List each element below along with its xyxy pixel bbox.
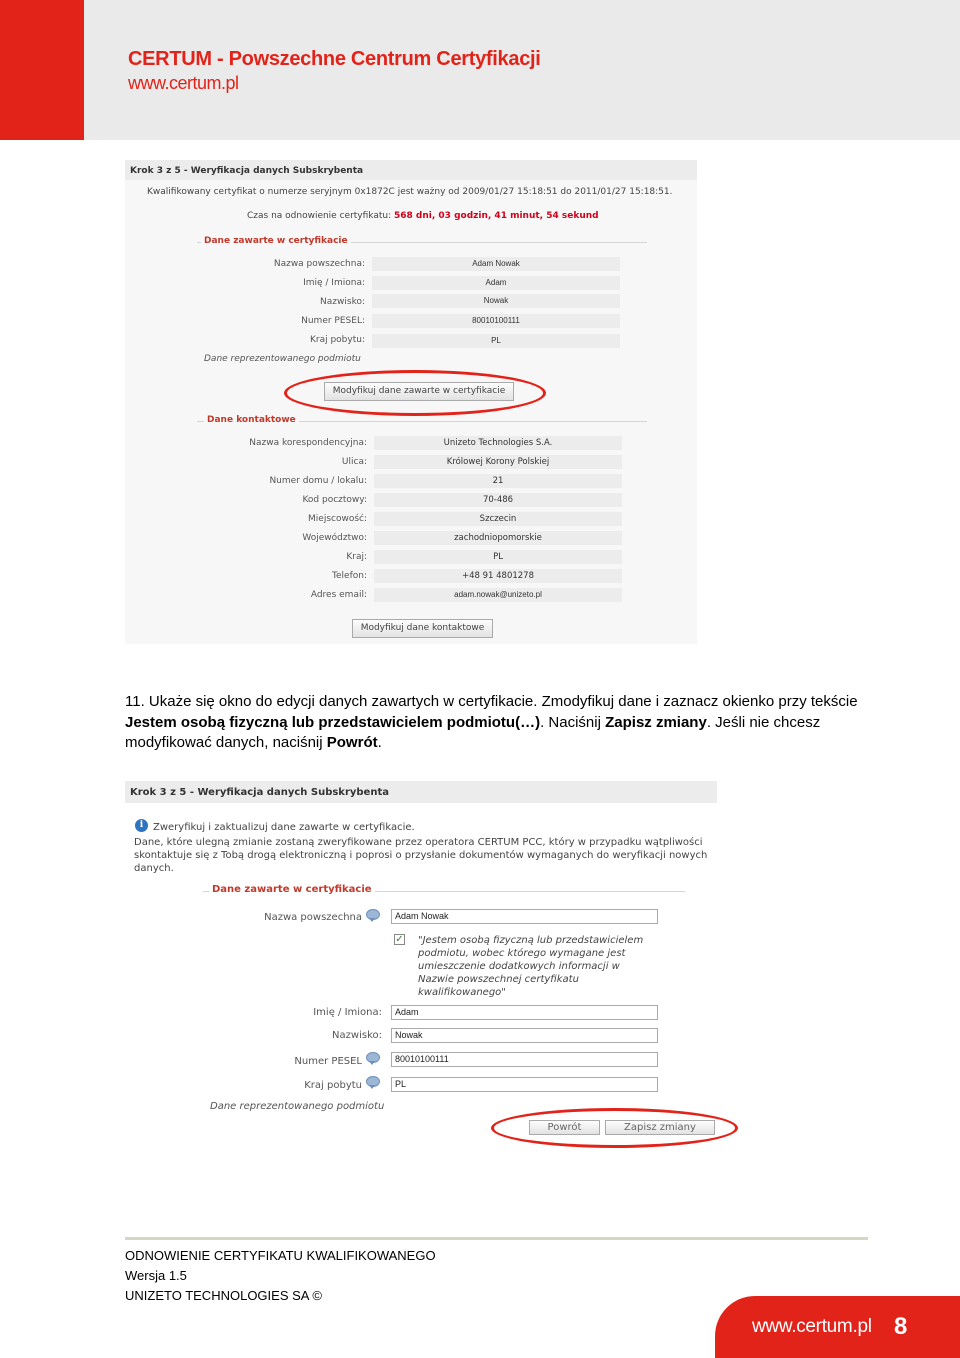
instruction-bold-checkbox: Jestem osobą fizyczną lub przedstawicielem podmiotu(…) xyxy=(125,713,541,731)
field-value: Szczecin xyxy=(374,512,622,526)
field-label: Numer PESEL: xyxy=(301,316,365,326)
renewal-time-value: 568 dni, 03 godzin, 41 minut, 54 sekund xyxy=(394,211,599,221)
contact-section-title: Dane kontaktowe xyxy=(204,415,299,425)
field-value: Adam xyxy=(372,276,620,290)
instruction-bold-save: Zapisz zmiany xyxy=(605,713,707,731)
instruction-text: . Naciśnij xyxy=(540,713,606,731)
cert-section-title: Dane zawarte w certyfikacie xyxy=(209,884,375,895)
field-label: Telefon: xyxy=(332,571,367,581)
field-label: Kraj: xyxy=(346,552,367,562)
field-value: 80010100111 xyxy=(372,314,620,328)
common-name-input[interactable]: Adam Nowak xyxy=(391,909,658,924)
step-title: Krok 3 z 5 - Weryfikacja danych Subskrybenta xyxy=(125,781,717,803)
field-value: PL xyxy=(372,334,620,348)
surname-input[interactable]: Nowak xyxy=(391,1028,658,1043)
instruction-text: 11. Ukaże się okno do edycji danych zawartych w certyfikacie. Zmodyfikuj dane i zaznacz okienko przy tekście xyxy=(125,693,858,710)
represented-entity-label: Dane reprezentowanego podmiotu xyxy=(210,1101,385,1112)
page-number: 8 xyxy=(894,1313,908,1340)
field-label: Nazwa powszechna: xyxy=(273,259,365,269)
field-value: 21 xyxy=(374,474,622,488)
step-title: Krok 3 z 5 - Weryfikacja danych Subskrybenta xyxy=(125,160,697,180)
represented-entity-label: Dane reprezentowanego podmiotu xyxy=(204,354,361,364)
help-bubble-icon[interactable] xyxy=(366,1052,380,1063)
renewal-time xyxy=(247,211,599,221)
certificate-info: Kwalifikowany certyfikat o numerze seryjnym 0x1872C jest ważny od 2009/01/27 15:18:51 do 2011/01/27 15:18:51. xyxy=(147,187,673,197)
footer-company: UNIZETO TECHNOLOGIES SA © xyxy=(125,1288,322,1303)
modify-cert-data-button[interactable]: Modyfikuj dane zawarte w certyfikacie xyxy=(324,382,514,401)
instruction-paragraph xyxy=(125,692,885,754)
field-value: PL xyxy=(374,550,622,564)
instruction-text: . xyxy=(377,734,382,751)
field-label: Imię / Imiona: xyxy=(303,278,365,288)
instruction-text: . Jeśli nie chcesz modyfikować danych, naciśnij xyxy=(125,713,821,751)
field-value: 70-486 xyxy=(374,493,622,507)
field-value: +48 91 4801278 xyxy=(374,569,622,583)
renewal-time-label: Czas na odnowienie certyfikatu: xyxy=(247,211,392,221)
header-url: www.certum.pl xyxy=(128,73,239,93)
help-bubble-icon[interactable] xyxy=(366,909,380,920)
field-label: Adres email: xyxy=(310,590,367,600)
first-name-input[interactable]: Adam xyxy=(391,1005,658,1020)
field-value: zachodniopomorskie xyxy=(374,531,622,545)
cert-section-title: Dane zawarte w certyfikacie xyxy=(201,236,351,246)
field-value: Unizeto Technologies S.A. xyxy=(374,436,622,450)
info-heading: Zweryfikuj i zaktualizuj dane zawarte w certyfikacie. xyxy=(153,822,415,833)
field-label: Miejscowość: xyxy=(308,514,367,524)
field-label: Kraj pobytu: xyxy=(309,335,365,345)
field-value: Adam Nowak xyxy=(372,257,620,271)
help-bubble-icon[interactable] xyxy=(366,1076,380,1087)
country-input[interactable]: PL xyxy=(391,1077,658,1092)
screenshot-edit-data xyxy=(125,781,717,1115)
country-label: Kraj pobytu xyxy=(304,1080,362,1091)
natural-person-checkbox[interactable]: ✓ xyxy=(395,934,404,945)
field-label: Kod pocztowy: xyxy=(302,495,367,505)
pesel-label: Numer PESEL xyxy=(294,1056,362,1067)
field-label: Nazwisko: xyxy=(320,297,365,307)
save-changes-button[interactable]: Zapisz zmiany xyxy=(605,1120,715,1135)
modify-contact-data-button[interactable]: Modyfikuj dane kontaktowe xyxy=(352,619,493,638)
field-value: adam.nowak@unizeto.pl xyxy=(374,588,622,602)
pesel-input[interactable]: 80010100111 xyxy=(391,1052,658,1067)
footer-url: www.certum.pl xyxy=(752,1316,872,1337)
field-label: Numer domu / lokalu: xyxy=(269,476,367,486)
field-value: Nowak xyxy=(372,294,620,308)
header-title: CERTUM - Powszechne Centrum Certyfikacji xyxy=(128,48,541,70)
header-red-block xyxy=(0,0,84,140)
checkbox-label: "Jestem osobą fizyczną lub przedstawicielem podmiotu, wobec którego wymagane jest umieszczenie dodatkowych informacji w Nazwie powszechnej certyfikatu kwalifikowanego" xyxy=(418,935,644,998)
info-icon: i xyxy=(135,819,148,832)
field-label: Nazwa korespondencyjna: xyxy=(249,438,367,448)
highlight-ellipse xyxy=(284,370,546,416)
field-label: Województwo: xyxy=(302,533,367,543)
instruction-bold-back: Powrót xyxy=(326,734,378,751)
surname-label: Nazwisko: xyxy=(332,1030,382,1041)
field-value: Królowej Korony Polskiej xyxy=(374,455,622,469)
highlight-ellipse xyxy=(491,1108,738,1148)
footer-divider xyxy=(125,1237,868,1240)
footer-version: Wersja 1.5 xyxy=(125,1268,187,1283)
back-button[interactable]: Powrót xyxy=(529,1120,600,1135)
field-label: Ulica: xyxy=(341,457,367,467)
first-name-label: Imię / Imiona: xyxy=(313,1007,382,1018)
footer-doc-title: ODNOWIENIE CERTYFIKATU KWALIFIKOWANEGO xyxy=(125,1248,436,1263)
info-text: Dane, które ulegną zmianie zostaną zweryfikowane przez operatora CERTUM PCC, który w przypadku wątpliwości skontaktuje się z Tobą drogą elektroniczną i poprosi o przysłanie dokumentów wymaganych do weryfikacji nowych danych. xyxy=(134,837,708,874)
common-name-label: Nazwa powszechna xyxy=(264,912,362,923)
